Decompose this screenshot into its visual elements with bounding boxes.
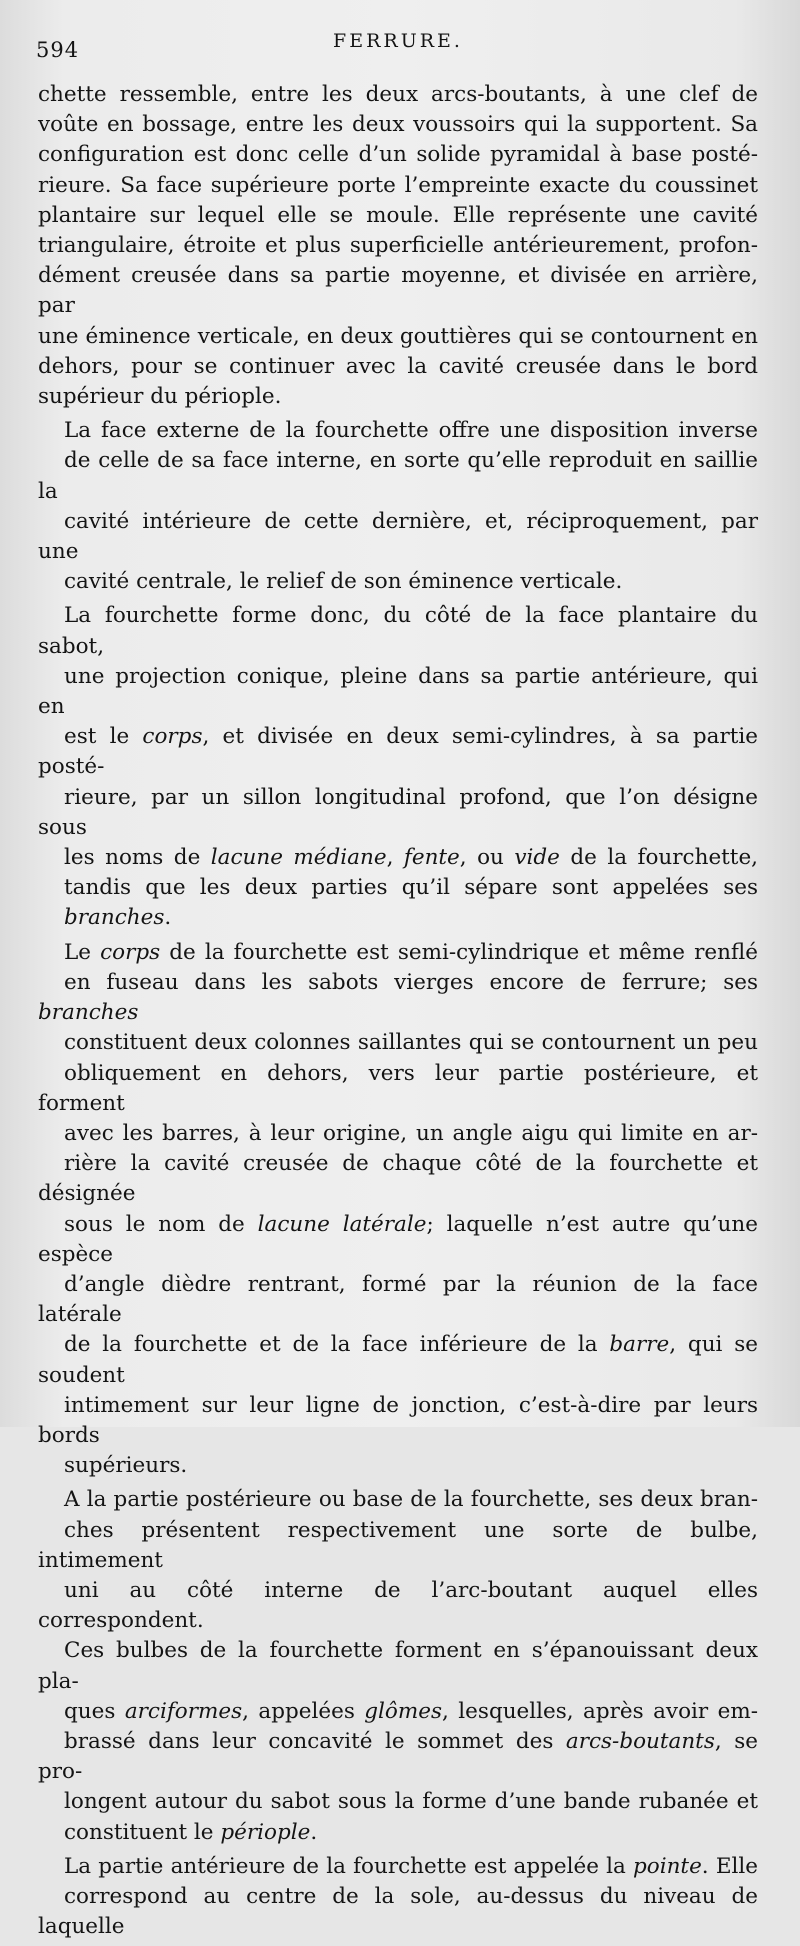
text-segment: de la fourchette est semi-cylindrique et même renflé	[160, 939, 758, 965]
body-text	[38, 80, 758, 1946]
text-line	[38, 1059, 758, 1119]
italic-term: barre	[609, 1332, 670, 1358]
text-line	[38, 938, 758, 968]
text-line	[38, 1818, 758, 1848]
text-line	[38, 80, 758, 110]
text-segment: constituent deux colonnes saillantes qui se contournent un peu	[64, 1030, 758, 1056]
text-segment: de la fourchette,	[559, 845, 759, 871]
text-line	[38, 662, 758, 722]
text-line	[38, 140, 758, 170]
text-segment: une éminence verticale, en deux gouttières qui se contournent en	[38, 323, 758, 349]
italic-term: arcs-boutants	[565, 1728, 715, 1754]
text-segment: La fourchette forme donc, du côté de la face plantaire du sabot,	[38, 603, 758, 659]
text-line	[38, 1330, 758, 1390]
paragraph	[38, 80, 758, 412]
text-segment: correspond au centre de la sole, au-dessus du niveau de laquelle	[38, 1883, 758, 1940]
text-line	[38, 231, 758, 261]
text-segment: chette ressemble, entre les deux arcs-boutants, à une clef de	[38, 82, 758, 107]
text-segment: . Elle	[701, 1853, 758, 1879]
text-line	[38, 601, 758, 661]
text-line	[38, 416, 758, 446]
text-segment: , se pro-	[38, 1728, 758, 1785]
italic-term: lacune latérale	[257, 1211, 427, 1237]
text-segment: de celle de sa face interne, en sorte qu’elle reproduit en saillie la	[38, 448, 758, 504]
text-line	[38, 1119, 758, 1149]
text-segment: brassé dans leur concavité le sommet des	[64, 1728, 566, 1754]
text-segment: voûte en bossage, entre les deux voussoirs qui la supportent. Sa	[38, 112, 758, 138]
text-segment: , ou	[459, 845, 515, 871]
text-segment: rieure. Sa face supérieure porte l’empreinte exacte du coussinet	[38, 172, 758, 198]
italic-term: fente	[403, 845, 460, 871]
text-line	[38, 382, 758, 412]
text-line	[38, 171, 758, 201]
paragraph	[38, 416, 758, 597]
text-segment: La partie antérieure de la fourchette est appelée la	[64, 1853, 633, 1879]
text-line	[38, 1485, 758, 1515]
text-segment: ches présentent respectivement une sorte de bulbe, intimement	[38, 1517, 758, 1573]
text-segment: sous le nom de	[64, 1211, 258, 1237]
text-segment: A la partie postérieure ou base de la fourchette, ses deux bran-	[64, 1487, 758, 1513]
text-line	[38, 783, 758, 843]
text-segment: supérieurs.	[64, 1453, 188, 1479]
text-segment: avec les barres, à leur origine, un angle aigu qui limite en ar-	[64, 1120, 758, 1146]
text-segment: tandis que les deux parties qu’il sépare sont appelées ses	[64, 875, 758, 901]
text-line	[38, 722, 758, 782]
text-line	[38, 1787, 758, 1817]
text-line	[38, 843, 758, 873]
italic-term: branches	[38, 1000, 139, 1026]
text-segment: supérieur du périople.	[38, 384, 282, 410]
paragraph	[38, 601, 758, 933]
text-line	[38, 201, 758, 231]
italic-term: vide	[514, 845, 560, 871]
text-segment: , lesquelles, après avoir em-	[442, 1698, 758, 1724]
text-segment: cavité intérieure de cette dernière, et, réciproquement, par une	[38, 508, 758, 565]
running-title: FERRURE.	[333, 30, 463, 52]
text-segment: ,	[386, 845, 404, 871]
text-segment: rieure, par un sillon longitudinal profond, que l’on désigne sous	[38, 784, 758, 840]
text-segment: , et divisée en deux semi-cylindres, à sa partie posté-	[38, 724, 758, 780]
text-segment: La face externe de la fourchette offre une disposition inverse	[64, 418, 758, 444]
text-segment: rière la cavité creusée de chaque côté de la fourchette et désignée	[38, 1151, 758, 1207]
text-segment: .	[164, 905, 172, 931]
text-segment: obliquement en dehors, vers leur partie postérieure, et forment	[38, 1060, 758, 1116]
text-line	[38, 446, 758, 506]
text-line	[38, 1270, 758, 1330]
text-line	[38, 110, 758, 140]
text-segment: d’angle dièdre rentrant, formé par la réunion de la face latérale	[38, 1271, 758, 1328]
text-line	[38, 352, 758, 382]
text-segment: uni au côté interne de l’arc-boutant auquel elles correspondent.	[38, 1577, 758, 1634]
text-segment: constituent le	[64, 1819, 221, 1845]
paragraph	[38, 1852, 758, 1943]
italic-term: périople	[220, 1819, 311, 1845]
page-header	[36, 30, 760, 66]
text-segment: plantaire sur lequel elle se moule. Elle représente une cavité	[38, 202, 758, 228]
text-segment: en fuseau dans les sabots vierges encore de ferrure; ses	[64, 969, 758, 995]
text-line	[38, 1451, 758, 1481]
text-segment: dehors, pour se continuer avec la cavité creusée dans le bord	[38, 353, 758, 379]
text-line	[38, 1852, 758, 1882]
italic-term: arciformes	[124, 1698, 243, 1724]
italic-term: branches	[64, 905, 165, 931]
text-line	[38, 507, 758, 567]
text-segment: de la fourchette et de la face inférieure de la	[64, 1332, 610, 1358]
text-line	[38, 1576, 758, 1636]
paragraph	[38, 1485, 758, 1847]
text-line	[38, 1210, 758, 1270]
text-line	[38, 567, 758, 597]
text-segment: ques	[64, 1698, 125, 1724]
italic-term: lacune médiane	[210, 845, 387, 871]
text-line	[38, 1727, 758, 1787]
text-line	[38, 1028, 758, 1058]
text-segment: dément creusée dans sa partie moyenne, et divisée en arrière, par	[38, 263, 758, 319]
text-segment: , appelées	[242, 1698, 365, 1724]
text-segment: ; laquelle n’est autre qu’une espèce	[38, 1211, 758, 1267]
text-line	[38, 968, 758, 1028]
text-line	[38, 903, 758, 933]
text-line	[38, 873, 758, 903]
page-number: 594	[36, 38, 80, 62]
text-segment: cavité centrale, le relief de son éminence verticale.	[64, 569, 623, 595]
italic-term: glômes	[364, 1698, 443, 1724]
text-line	[38, 1697, 758, 1727]
text-segment: .	[310, 1819, 318, 1845]
text-segment: Le	[64, 939, 101, 965]
text-line	[38, 1516, 758, 1576]
text-segment: les noms de	[64, 845, 211, 871]
text-line	[38, 1391, 758, 1451]
italic-term: corps	[100, 939, 161, 965]
text-line	[38, 1636, 758, 1696]
italic-term: pointe	[633, 1853, 702, 1879]
text-line	[38, 322, 758, 352]
text-line	[38, 261, 758, 321]
text-segment: triangulaire, étroite et plus superficielle antérieurement, profon-	[38, 233, 758, 259]
text-segment: longent autour du sabot sous la forme d’une bande rubanée et	[64, 1789, 758, 1815]
text-line	[38, 1882, 758, 1942]
text-segment: une projection conique, pleine dans sa partie antérieure, qui en	[38, 663, 758, 720]
italic-term: corps	[142, 724, 203, 750]
text-line	[38, 1149, 758, 1209]
text-segment: Ces bulbes de la fourchette forment en s’épanouissant deux pla-	[38, 1638, 758, 1694]
text-segment: , qui se soudent	[38, 1332, 758, 1388]
text-segment: intimement sur leur ligne de jonction, c’est-à-dire par leurs bords	[38, 1392, 758, 1448]
text-segment: configuration est donc celle d’un solide pyramidal à base posté-	[38, 142, 758, 168]
text-segment: est le	[64, 724, 143, 750]
paragraph	[38, 938, 758, 1482]
